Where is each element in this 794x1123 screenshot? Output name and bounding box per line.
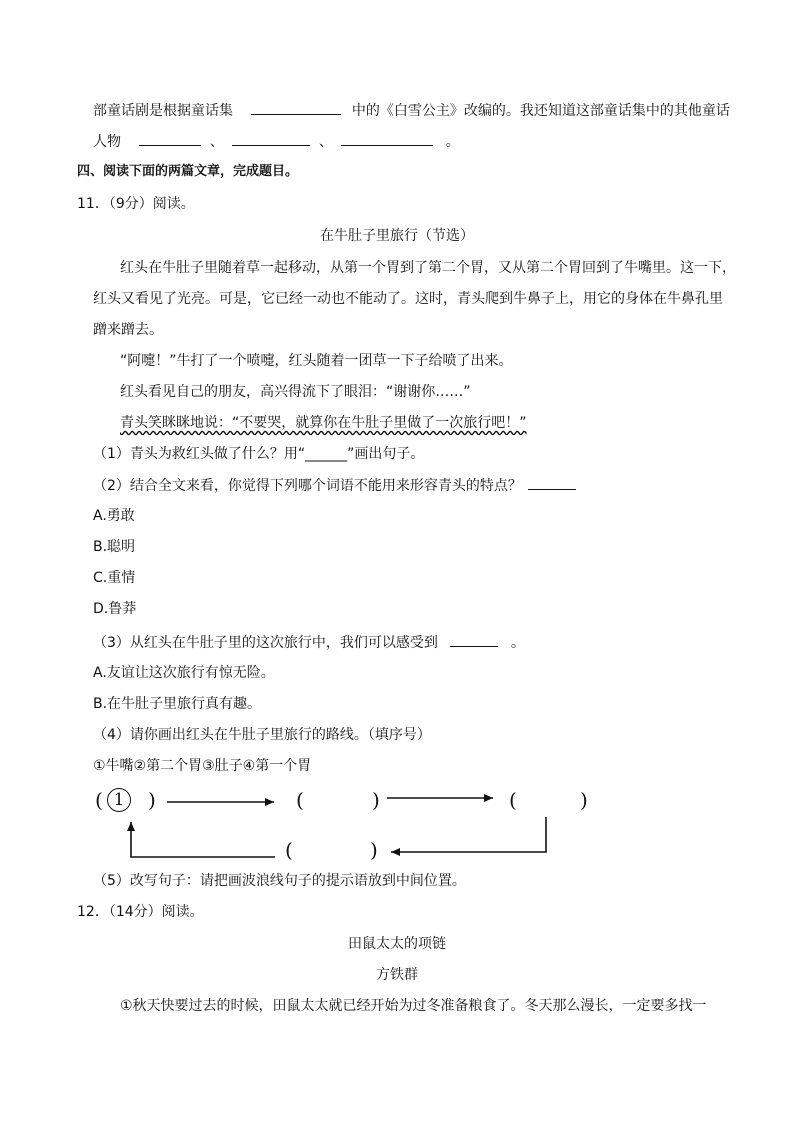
route-items: ①牛嘴②第二个胃③肚子④第一个胃 [93, 758, 312, 774]
separator: 、 [318, 134, 333, 150]
prev-text-a: 部童话剧是根据童话集 [93, 103, 233, 119]
q11-paragraph-1-line-3: 蹭来蹭去。 [93, 322, 163, 338]
q11-paragraph-2: “阿嚏！”牛打了一个喷嚏，红头随着一团草一下子给喷了出来。 [120, 353, 513, 369]
q11-sub-3-text: （3）从红头在牛肚子里的这次旅行中，我们可以感受到 [93, 635, 438, 651]
q11-header: 11．（9分）阅读。 [77, 196, 195, 212]
circled-number: 1 [107, 788, 131, 812]
right-paren: ) [148, 788, 156, 812]
q11-paragraph-1-line-1: 红头在牛肚子里随着草一起移动，从第一个胃到了第二个胃，又从第二个胃回到了牛嘴里。这一下， [120, 260, 736, 276]
q11-sub-5: （5）改写句子：请把画波浪线句子的提示语放到中间位置。 [93, 873, 466, 889]
prev-text-b: 中的《白雪公主》改编的。我还知道这部童话集中的其他童话 [351, 103, 730, 119]
section-4-title: 四、阅读下面的两篇文章，完成题目。 [77, 164, 299, 179]
option-b[interactable]: B.聪明 [93, 539, 136, 555]
q11-sub-2-text: （2）结合全文来看，你觉得下列哪个词语不能用来形容青头的特点？ [93, 478, 522, 494]
arrow-left-up [131, 822, 275, 857]
q11-paragraph-3: 红头看见自己的朋友，高兴得流下了眼泪：“谢谢你……” [120, 384, 471, 400]
left-paren: ( [296, 788, 304, 812]
q12-paragraph-1: ①秋天快要过去的时候，田鼠太太就已经开始为过冬准备粮食了。冬天那么漫长，一定要多找一 [120, 998, 707, 1014]
option-b[interactable]: B.在牛肚子里旅行真有趣。 [93, 696, 262, 712]
q12-header: 12．（14分）阅读。 [77, 904, 204, 920]
prev-text-c: 人物 [93, 134, 121, 150]
option-c[interactable]: C.重情 [93, 570, 136, 586]
q12-author: 方铁群 [376, 967, 418, 983]
separator: 、 [209, 134, 224, 150]
left-paren: ( [285, 838, 293, 862]
arrow-down-left [391, 817, 546, 852]
option-d[interactable]: D.鲁莽 [93, 601, 137, 617]
q11-title: 在牛肚子里旅行（节选） [320, 228, 474, 244]
right-paren: ) [580, 788, 588, 812]
q11-sub-1: （1）青头为救红头做了什么？用“______”画出句子。 [93, 446, 425, 462]
q11-paragraph-1-line-2: 红头又看见了光亮。可是，它已经一动也不能动了。这时，青头爬到牛鼻子上，用它的身体在牛鼻孔里 [93, 291, 723, 307]
left-paren: ( [509, 788, 517, 812]
left-paren: ( [95, 788, 103, 812]
option-a[interactable]: A.友谊让这次旅行有惊无险。 [93, 665, 275, 681]
sentence-end: 。 [510, 635, 525, 651]
sentence-end: 。 [445, 134, 460, 150]
right-paren: ) [372, 788, 380, 812]
q11-paragraph-4-wavy: 青头笑眯眯地说：“不要哭，就算你在牛肚子里做了一次旅行吧！” [120, 415, 527, 431]
q11-sub-4: （4）请你画出红头在牛肚子里旅行的路线。（填序号） [93, 727, 431, 743]
right-paren: ) [370, 838, 378, 862]
q12-title: 田鼠太太的项链 [348, 936, 446, 952]
option-a[interactable]: A.勇敢 [93, 508, 135, 524]
